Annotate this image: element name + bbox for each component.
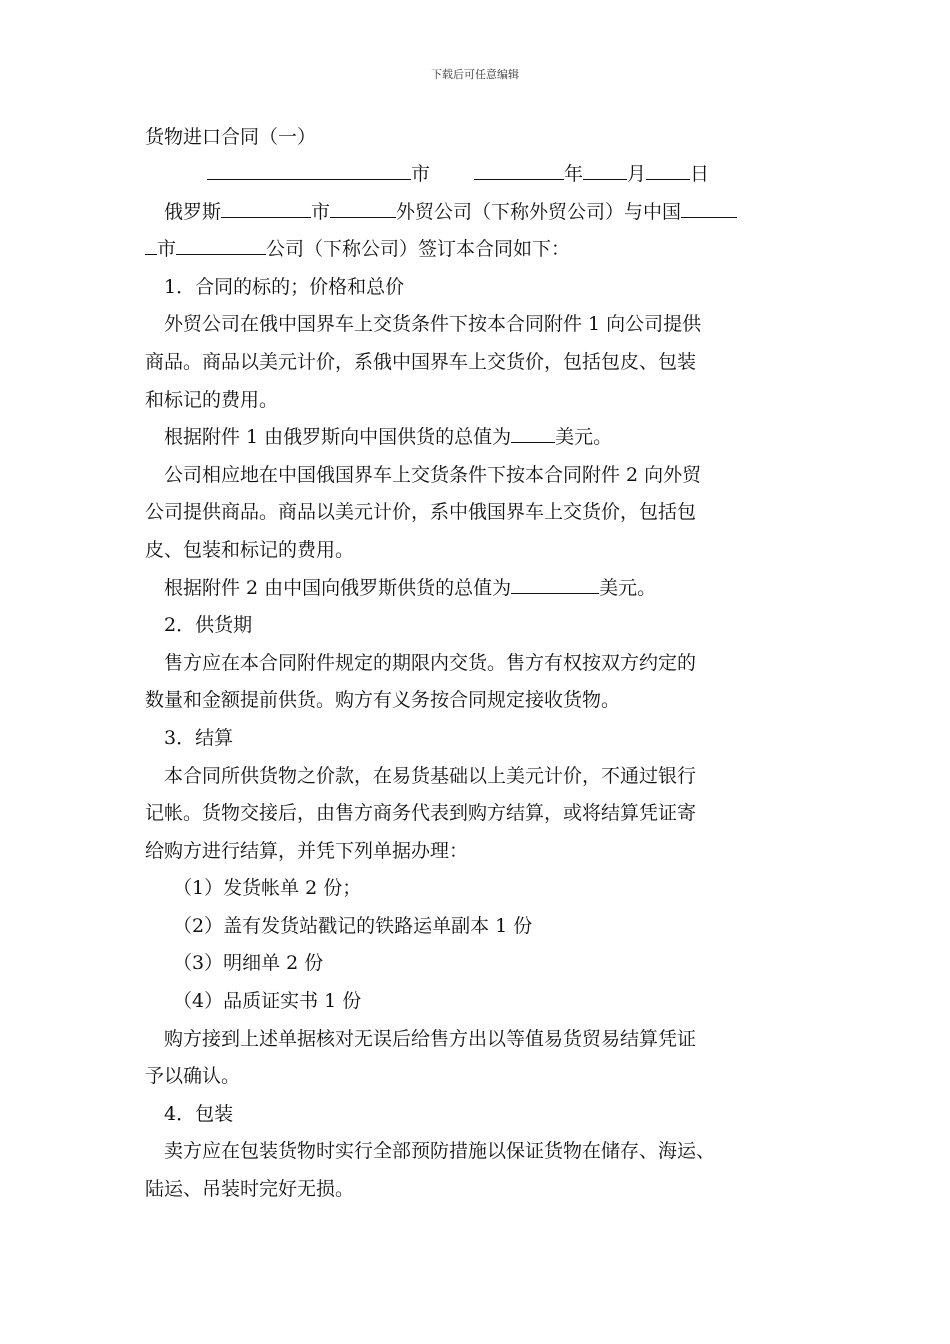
page-header: 下载后可任意编辑 [431,68,519,81]
day-label: 日 [690,163,710,185]
paragraph-line: 陆运、吊装时完好无损。 [145,1178,355,1201]
parties-line-2 [145,231,821,269]
total-value-blank-1[interactable] [511,420,555,443]
parties-text: 公司（下称公司）签订本合同如下： [266,238,571,261]
china-city-blank-cont[interactable] [145,232,157,255]
total-value-blank-2[interactable] [511,571,599,594]
paragraph-line: 和标记的费用。 [145,388,279,411]
total-value-line-1 [145,419,821,457]
parties-text: 市 [311,200,331,223]
list-item: （1）发货帐单 2 份； [173,877,362,900]
total-text: 根据附件 1 由俄罗斯向中国供货的总值为 [164,426,512,449]
paragraph-line: 商品。商品以美元计价，系俄中国界车上交货价，包括包皮、包装 [145,350,697,373]
section-1-heading: 1．合同的标的；价格和总价 [164,275,405,298]
total-text: 根据附件 2 由中国向俄罗斯供货的总值为 [164,576,512,599]
city-suffix: 市 [411,163,431,185]
list-item: （4）品质证实书 1 份 [173,990,362,1013]
paragraph-line: 售方应在本合同附件规定的期限内交货。售方有权按双方约定的 [164,651,697,674]
parties-line-1 [145,194,821,232]
section-4-heading: 4．包装 [164,1102,234,1125]
paragraph-line: 公司提供商品。商品以美元计价，系中俄国界车上交货价，包括包 [145,501,697,524]
paragraph-line: 记帐。货物交接后，由售方商务代表到购方结算，或将结算凭证寄 [145,802,697,825]
paragraph-line: 购方接到上述单据核对无误后给售方出以等值易货贸易结算凭证 [164,1027,697,1050]
paragraph-line: 公司相应地在中国俄国界车上交货条件下按本合同附件 2 向外贸 [164,463,702,486]
paragraph-line: 给购方进行结算，并凭下列单据办理： [145,839,469,862]
year-label: 年 [564,163,584,185]
paragraph-line: 予以确认。 [145,1065,241,1088]
section-2-heading: 2．供货期 [164,614,253,637]
section-3-heading: 3．结算 [164,726,234,749]
list-item: （3）明细单 2 份 [173,952,324,975]
russia-city-blank[interactable] [221,195,311,218]
parties-text: 外贸公司（下称外贸公司）与中国 [396,200,682,223]
total-value-line-2 [145,570,821,608]
paragraph-line: 外贸公司在俄中国界车上交货条件下按本合同附件 1 向公司提供 [164,313,702,336]
year-blank[interactable] [474,157,564,180]
total-unit: 美元。 [555,426,613,449]
paragraph-line: 卖方应在包装货物时实行全部预防措施以保证货物在储存、海运、 [164,1140,716,1163]
parties-text: 市 [157,238,177,261]
list-item: （2）盖有发货站戳记的铁路运单副本 1 份 [173,914,533,937]
china-city-blank[interactable] [681,195,737,218]
month-label: 月 [627,163,647,185]
date-line [145,156,821,194]
document-title: 货物进口合同（一） [145,126,317,148]
month-blank[interactable] [583,157,627,180]
paragraph-line: 本合同所供货物之价款，在易货基础以上美元计价，不通过银行 [164,764,697,787]
parties-text: 俄罗斯 [164,200,222,223]
company-blank[interactable] [176,232,266,255]
total-unit: 美元。 [599,576,657,599]
day-blank[interactable] [646,157,690,180]
paragraph-line: 数量和金额提前供货。购方有义务按合同规定接收货物。 [145,689,621,712]
paragraph-line: 皮、包装和标记的费用。 [145,538,355,561]
foreign-trade-company-blank[interactable] [330,195,396,218]
contract-body [145,122,821,1209]
city-blank[interactable] [207,157,411,180]
